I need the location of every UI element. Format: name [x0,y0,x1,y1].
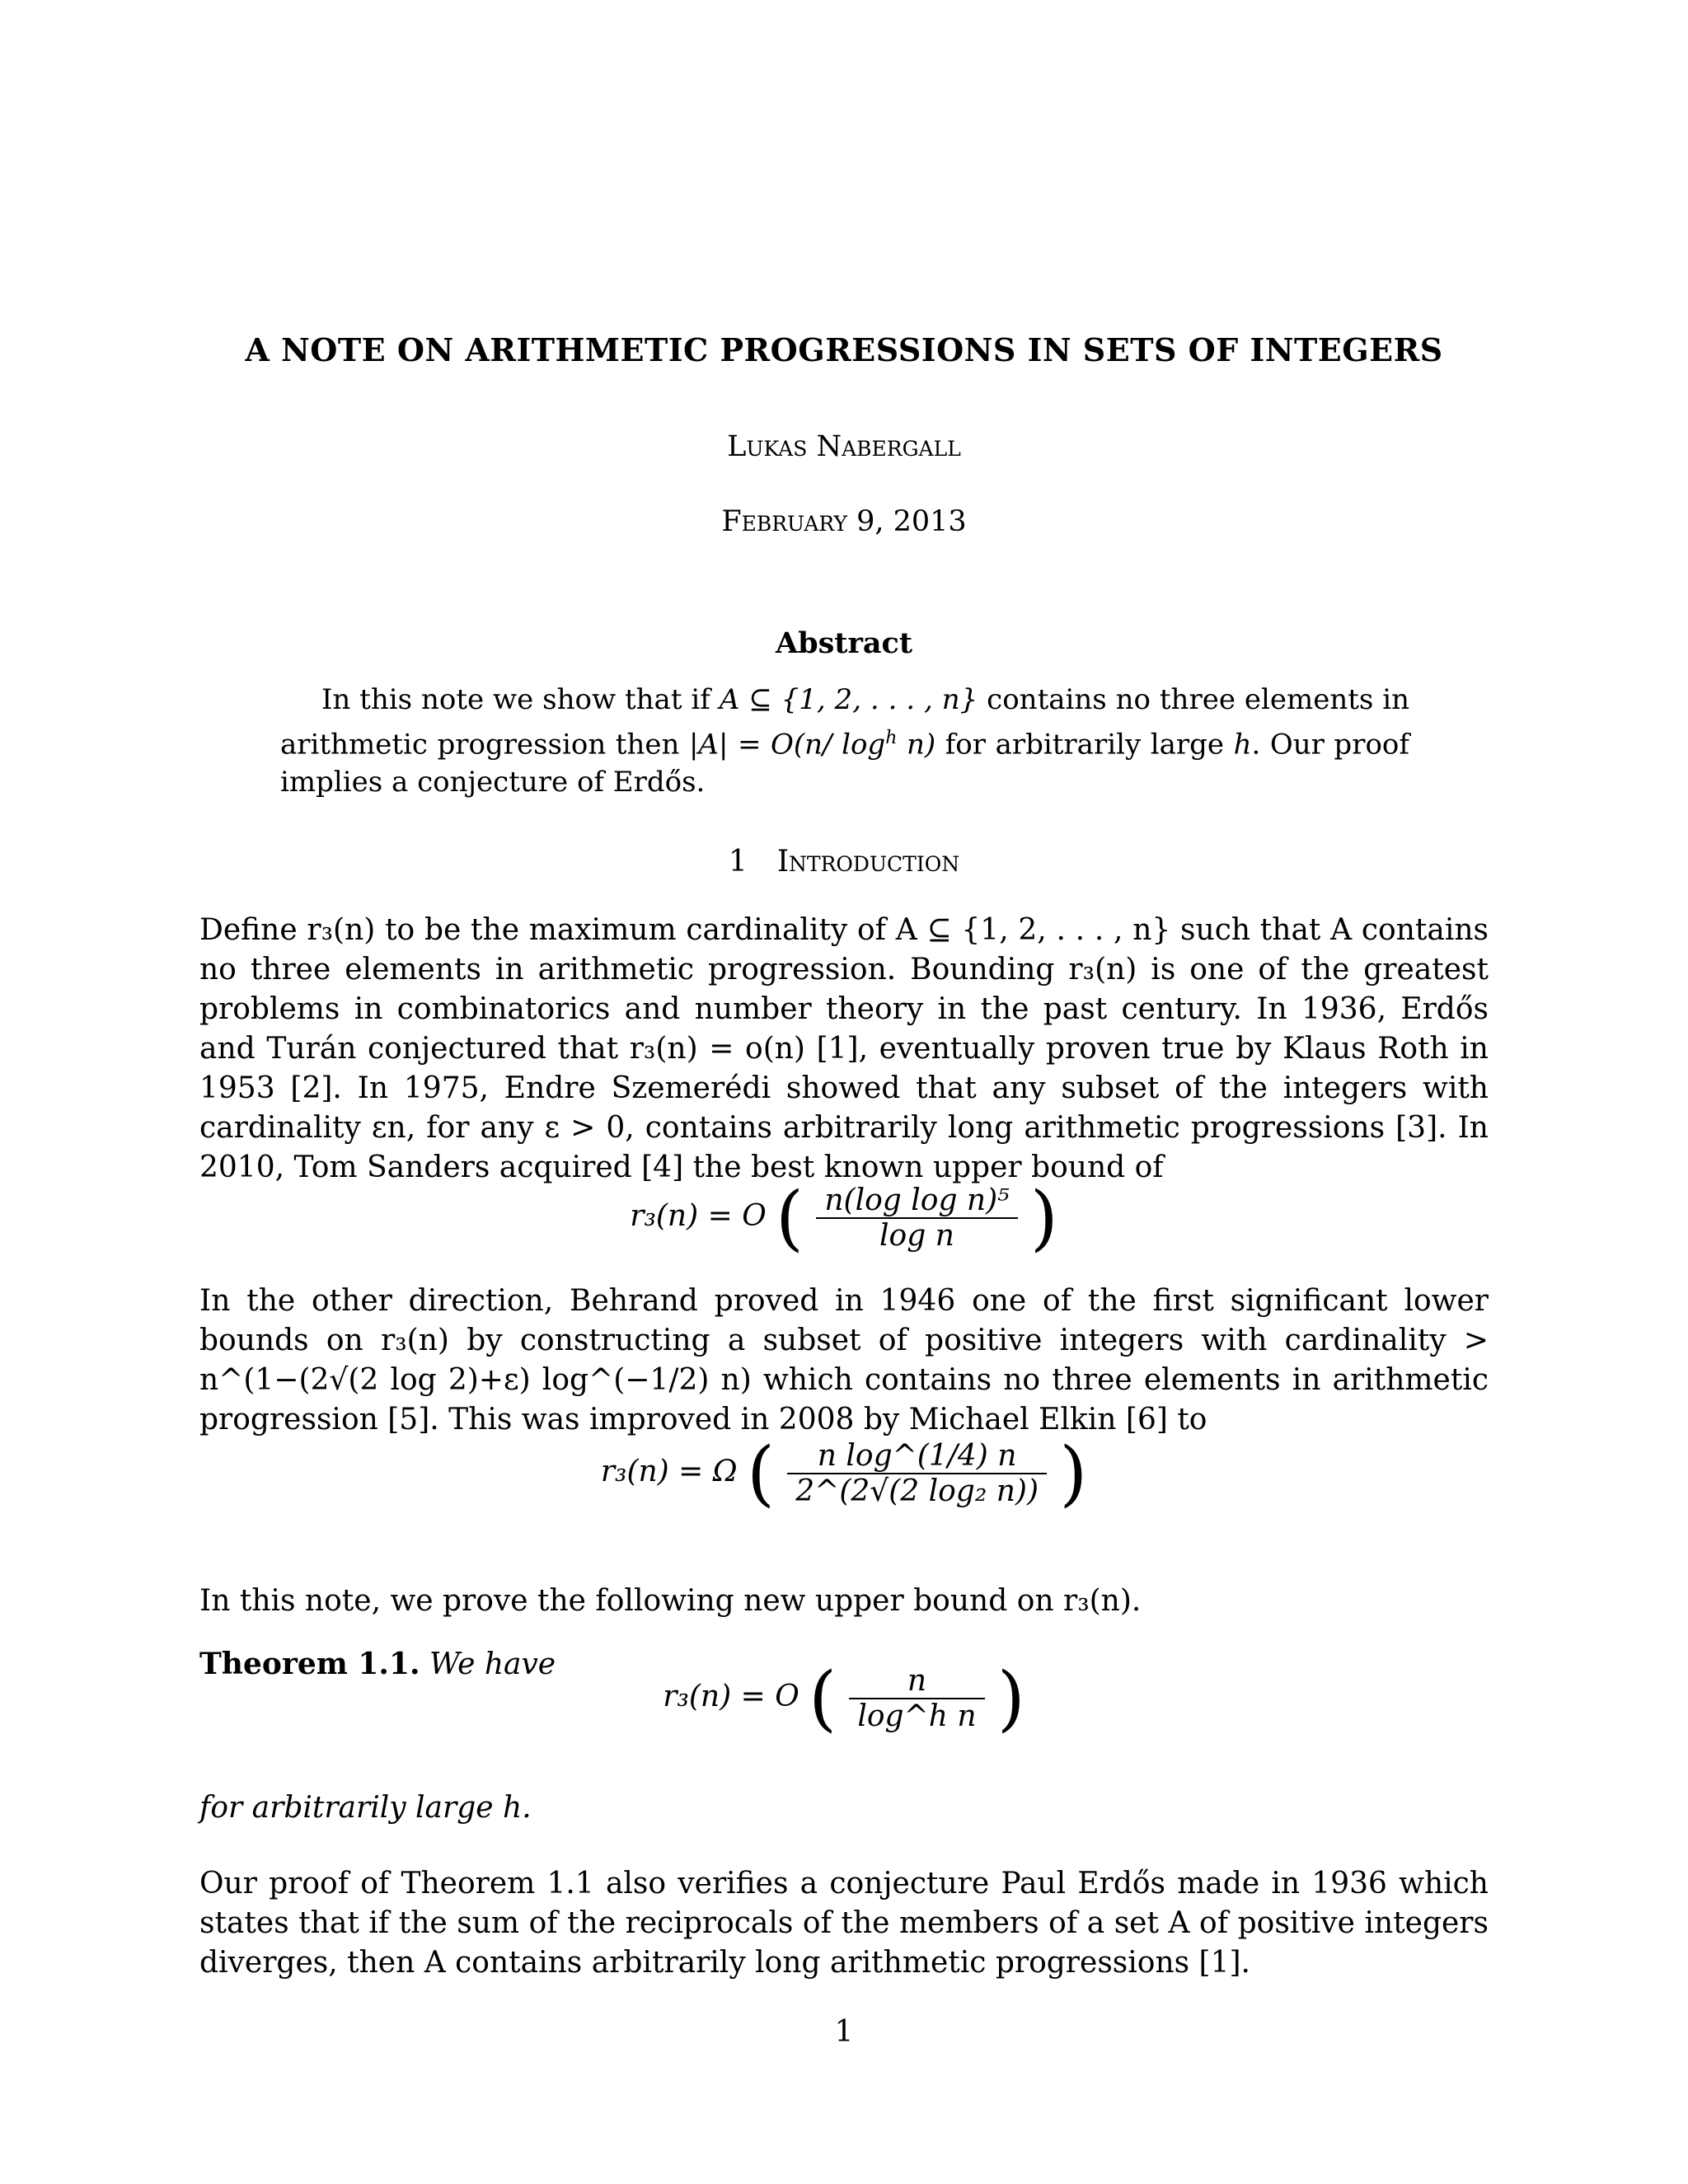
theorem-tail: for arbitrarily large h. [199,1791,532,1825]
equation-main-theorem [0,1657,1688,1740]
author-name: Lukas Nabergall [727,430,961,463]
paper-title: A NOTE ON ARITHMETIC PROGRESSIONS IN SETS OF INTEGERS [245,331,1443,368]
eq1-right-paren: ) [1030,1177,1058,1259]
abstract-text-1: In this note we show that if [321,683,720,716]
eq3-lhs: r₃(n) = O [663,1680,799,1714]
eq1-left-paren: ( [776,1177,804,1259]
eq2-fraction [787,1439,1047,1508]
eq3-fraction [849,1664,984,1733]
eq3-numerator: n [849,1664,984,1699]
abstract-math-1: A ⊆ {1, 2, . . . , n} [719,683,978,716]
abstract-text-2: contains no three elements in arithmetic progression then [280,683,1410,762]
intro-paragraph-2: In the other direction, Behrand proved in 1946 one of the first significant lower bounds on r₃(n) by constructing a subset of positive integers with cardinality > n^(1−(2√(2 log 2)+ε) log^(−1/2) n) which contains no three elements in arithmetic progression [5]. This was improved in 2008 by Michael Elkin [6] to [199,1284,1489,1436]
theorem-label: Theorem 1.1. [199,1647,420,1681]
theorem-text: We have [429,1647,556,1681]
eq3-left-paren: ( [809,1657,837,1740]
eq2-right-paren: ) [1059,1432,1088,1515]
section-title: Introduction [776,845,960,879]
abstract-heading: Abstract [775,626,913,660]
abstract-math-2-sup: h [885,727,898,748]
section-heading [0,845,1688,879]
eq2-left-paren: ( [747,1432,775,1515]
eq2-denominator: 2^(2√(2 log₂ n)) [795,1474,1039,1509]
eq2-lhs: r₃(n) = Ω [600,1455,738,1489]
equation-sanders-bound [0,1177,1688,1259]
abstract-text-4: . Our proof implies a conjecture of Erdős. [280,728,1409,799]
abstract-math-3: h [1233,728,1252,762]
abstract-body [280,681,1409,801]
eq3-denominator: log^h n [857,1699,977,1734]
eq1-fraction [816,1183,1017,1253]
equation-elkin-bound [0,1432,1688,1515]
section-number: 1 [728,845,748,879]
page-number: 1 [834,2015,854,2049]
eq1-lhs: r₃(n) = O [630,1199,767,1234]
intro-paragraph-4: Our proof of Theorem 1.1 also verifies a conjecture Paul Erdős made in 1936 which states that if the sum of the reciprocals of the members of a set A of positive integers diverges, then A contains arbitrarily long arithmetic progressions [1]. [199,1867,1489,1980]
intro-paragraph-1: Define r₃(n) to be the maximum cardinality of A ⊆ {1, 2, . . . , n} such that A contains no three elements in arithmetic progression. Bounding r₃(n) is one of the greatest problems in combinatorics and number theory in the past century. In 1936, Erdős and Turán conjectured that r₃(n) = o(n) [1], eventually proven true by Klaus Roth in 1953 [2]. In 1975, Endre Szemerédi showed that any subset of the integers with cardinality εn, for any ε > 0, contains arbitrarily long arithmetic progressions [3]. In 2010, Tom Sanders acquired [4] the best known upper bound of [199,913,1489,1184]
abstract-math-2-tail: n) [897,728,936,762]
eq3-right-paren: ) [997,1657,1025,1740]
eq1-numerator: n(log log n)⁵ [816,1183,1017,1219]
intro-paragraph-3: In this note, we prove the following new upper bound on r₃(n). [199,1584,1142,1618]
eq1-denominator: log n [879,1219,954,1254]
abstract-math-2: |A| = O(n/ log [688,728,886,762]
abstract-text-3: for arbitrarily large [935,728,1234,762]
paper-date: February 9, 2013 [721,505,967,538]
eq2-numerator: n log^(1/4) n [787,1439,1047,1474]
